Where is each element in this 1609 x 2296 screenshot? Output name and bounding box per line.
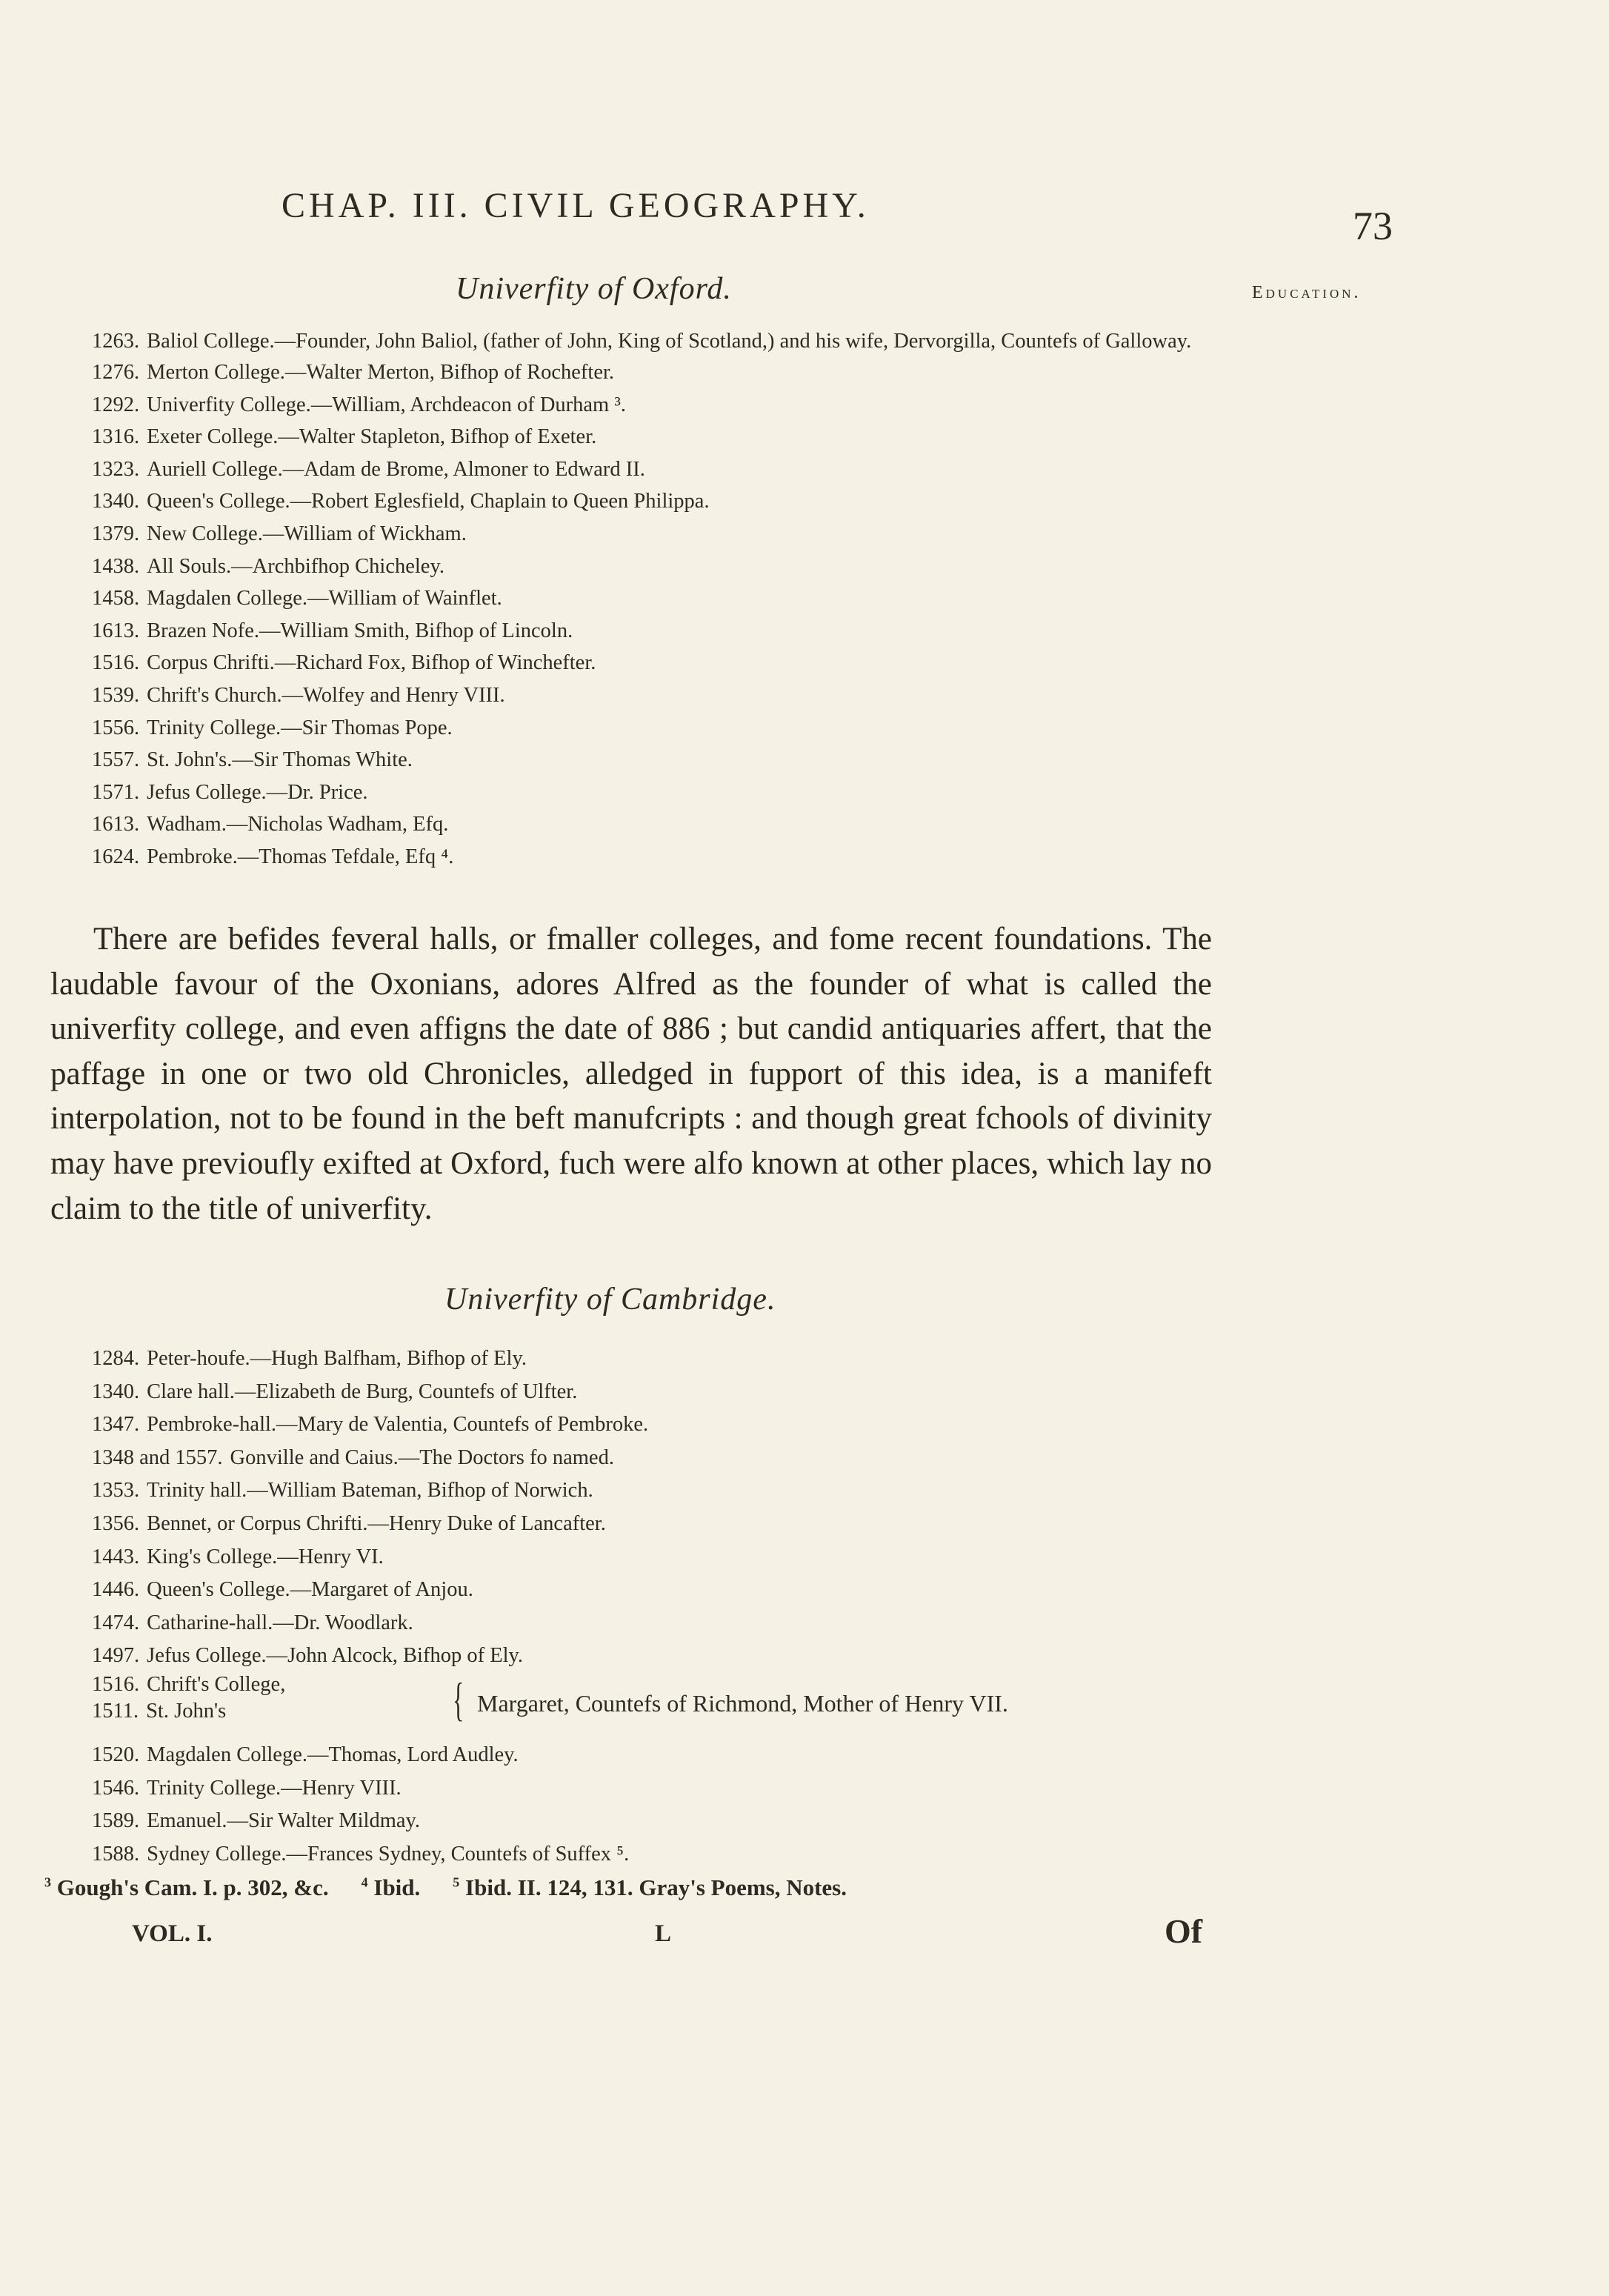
college-founder: Bennet, or Corpus Chrifti.—Henry Duke of Lancafter. <box>147 1511 606 1535</box>
college-founder: New College.—William of Wickham. <box>147 522 467 545</box>
list-item <box>56 841 1227 874</box>
college-founder: Magdalen College.—William of Wainflet. <box>147 587 502 610</box>
college-founder: Jefus College.—Dr. Price. <box>147 780 368 804</box>
college-year: 1356. <box>92 1511 140 1535</box>
list-item <box>56 679 1227 712</box>
college-year: 1539. <box>92 683 140 707</box>
college-founder: Clare hall.—Elizabeth de Burg, Countefs of Ulfter. <box>147 1380 578 1403</box>
college-year: 1516. <box>92 651 140 675</box>
gathering-signature: L <box>655 1920 672 1947</box>
college-year: 1458. <box>92 587 140 610</box>
college-year: 1474. <box>92 1611 140 1634</box>
list-item <box>56 1574 1227 1607</box>
college-year: 1511. <box>92 1699 139 1723</box>
college-year: 1353. <box>92 1479 140 1503</box>
list-item <box>56 647 1227 679</box>
college-year: 1571. <box>92 780 140 804</box>
college-year: 1557. <box>92 748 140 772</box>
list-item <box>56 1673 285 1697</box>
college-founder: Trinity hall.—William Bateman, Bifhop of Norwich. <box>147 1479 593 1503</box>
page-number: 73 <box>1353 204 1393 248</box>
list-item <box>56 1408 1227 1442</box>
college-founder: King's College.—Henry VI. <box>147 1545 384 1568</box>
footnote-mark: 4 <box>361 1874 368 1890</box>
college-name: St. John's <box>146 1699 227 1723</box>
list-item <box>56 1838 1227 1871</box>
footnote <box>362 1874 421 1901</box>
college-year: 1323. <box>92 457 140 481</box>
college-year: 1340. <box>92 490 140 513</box>
college-founder: Corpus Chrifti.—Richard Fox, Bifhop of Winchefter. <box>147 651 596 675</box>
college-founder: Peter-houfe.—Hugh Balfham, Bifhop of Ely. <box>147 1347 527 1370</box>
college-founder: Queen's College.—Margaret of Anjou. <box>147 1578 473 1602</box>
volume-signature: VOL. I. <box>132 1920 213 1947</box>
list-item <box>56 1739 1227 1772</box>
footnote <box>453 1874 847 1901</box>
list-item <box>56 453 1227 486</box>
list-item <box>56 744 1227 776</box>
list-item <box>56 1772 1227 1806</box>
list-item <box>56 1508 1227 1541</box>
footnote-text: Gough's Cam. I. p. 302, &c. <box>56 1874 329 1900</box>
list-item <box>56 356 1227 389</box>
cambridge-college-list <box>56 1342 1227 1871</box>
college-founder: Catharine-hall.—Dr. Woodlark. <box>147 1611 413 1634</box>
college-year: 1284. <box>92 1347 140 1370</box>
oxford-college-list <box>56 326 1227 874</box>
college-year: 1292. <box>92 393 140 416</box>
footnote-text: Ibid. <box>373 1874 421 1900</box>
college-year: 1588. <box>92 1842 140 1866</box>
college-year: 1340. <box>92 1380 140 1403</box>
college-year: 1497. <box>92 1644 140 1668</box>
college-year: 1556. <box>92 716 140 739</box>
college-founder: Pembroke.—Thomas Tefdale, Efq ⁴. <box>147 845 454 868</box>
college-year: 1520. <box>92 1743 140 1766</box>
college-year: 1438. <box>92 554 140 578</box>
college-year: 1276. <box>92 361 140 384</box>
college-founder: Magdalen College.—Thomas, Lord Audley. <box>147 1743 519 1766</box>
list-item <box>56 712 1227 745</box>
college-founder: Trinity College.—Sir Thomas Pope. <box>147 716 453 739</box>
list-item <box>56 1342 1227 1376</box>
list-item <box>56 389 1227 422</box>
list-item <box>56 1607 1227 1640</box>
college-founder: Sydney College.—Frances Sydney, Countefs of Suffex ⁵. <box>147 1842 630 1866</box>
list-item <box>56 1640 1227 1673</box>
college-founder: Queen's College.—Robert Eglesfield, Chaplain to Queen Philippa. <box>147 490 710 513</box>
list-item <box>56 518 1227 550</box>
list-item <box>56 1442 1227 1475</box>
list-item <box>56 326 1227 356</box>
college-founder: Chrift's Church.—Wolfey and Henry VIII. <box>147 683 505 707</box>
college-founder: Auriell College.—Adam de Brome, Almoner to Edward II. <box>147 457 645 481</box>
college-founder: Emanuel.—Sir Walter Mildmay. <box>147 1809 421 1833</box>
college-year: 1347. <box>92 1413 140 1437</box>
college-year: 1348 and 1557. <box>92 1445 223 1469</box>
list-item <box>56 776 1227 809</box>
college-year: 1263. <box>92 330 140 353</box>
college-year: 1613. <box>92 619 140 642</box>
college-founder: St. John's.—Sir Thomas White. <box>147 748 413 772</box>
list-item <box>56 1700 226 1723</box>
oxford-section-title: Univerfity of Oxford. <box>456 272 732 306</box>
college-founder: Jefus College.—John Alcock, Bifhop of Ely. <box>147 1644 524 1668</box>
footnote-mark: 3 <box>44 1874 51 1890</box>
college-year: 1516. <box>92 1672 140 1696</box>
college-year: 1443. <box>92 1545 140 1568</box>
footnotes <box>44 1874 1230 1901</box>
college-year: 1546. <box>92 1776 140 1800</box>
list-item <box>56 485 1227 518</box>
college-founder: Merton College.—Walter Merton, Bifhop of Rochefter. <box>147 361 615 384</box>
college-founder: Brazen Nofe.—William Smith, Bifhop of Lincoln. <box>147 619 573 642</box>
college-year: 1613. <box>92 813 140 836</box>
college-year: 1316. <box>92 425 140 449</box>
college-founder: Wadham.—Nicholas Wadham, Efq. <box>147 813 449 836</box>
college-founder: Pembroke-hall.—Mary de Valentia, Countefs of Pembroke. <box>147 1413 649 1437</box>
college-year: 1379. <box>92 522 140 545</box>
shared-founder-entry <box>56 1673 1227 1739</box>
college-year: 1624. <box>92 845 140 868</box>
footnote-text: Ibid. II. 124, 131. Gray's Poems, Notes. <box>465 1874 847 1900</box>
footnote-mark: 5 <box>453 1874 460 1890</box>
college-year: 1446. <box>92 1578 140 1602</box>
list-item <box>56 808 1227 841</box>
list-item <box>56 582 1227 615</box>
college-year: 1589. <box>92 1809 140 1833</box>
footnote <box>44 1874 329 1901</box>
college-founder: Trinity College.—Henry VIII. <box>147 1776 402 1800</box>
list-item <box>56 1805 1227 1838</box>
college-founder: All Souls.—Archbifhop Chicheley. <box>147 554 444 578</box>
shared-founder: Margaret, Countefs of Richmond, Mother of Henry VII. <box>477 1689 1008 1717</box>
list-item <box>56 615 1227 648</box>
list-item <box>56 1541 1227 1574</box>
college-founder: Univerfity College.—William, Archdeacon of Durham ³. <box>147 393 627 416</box>
margin-note: Education. <box>1252 283 1362 302</box>
list-item <box>56 1474 1227 1508</box>
cambridge-section-title: Univerfity of Cambridge. <box>444 1282 776 1317</box>
list-item <box>56 421 1227 453</box>
brace-glyph: { <box>453 1672 464 1726</box>
list-item <box>56 1376 1227 1409</box>
college-name: Chrift's College, <box>147 1672 286 1696</box>
college-founder: Exeter College.—Walter Stapleton, Bifhop of Exeter. <box>147 425 597 449</box>
body-paragraph: There are befides feveral halls, or fmaller colleges, and fome recent foundations. The laudable favour of the Oxonians, adores Alfred as the founder of what is called the univerfity college, and even affigns the date of 886 ; but candid antiquaries affert, that the paffage in one or two old Chronicles, alledged in fupport of this idea, is a manifeft interpolation, not to be found in the beft manufcripts : and though great fchools of divinity may have previoufly exifted at Oxford, fuch were alfo known at other places, which lay no claim to the title of univerfity. <box>50 922 1212 1226</box>
college-founder: Baliol College.—Founder, John Baliol, (father of John, King of Scotland,) and his wife, Dervorgilla, Countefs of Galloway. <box>147 330 1192 353</box>
list-item <box>56 550 1227 583</box>
college-founder: Gonville and Caius.—The Doctors fo named. <box>230 1445 614 1469</box>
running-head: CHAP. III. CIVIL GEOGRAPHY. <box>282 186 870 225</box>
catchword: Of <box>1165 1912 1203 1950</box>
